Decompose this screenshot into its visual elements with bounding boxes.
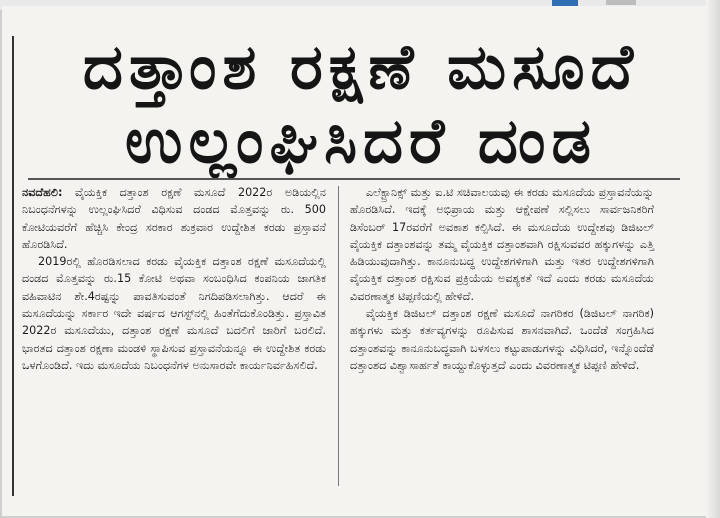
headline-rule: [28, 178, 680, 180]
gray-marker: [606, 0, 636, 5]
left-column-rule: [12, 36, 14, 496]
dateline: ನವದೆಹಲಿ:: [22, 186, 63, 199]
page-edge-shadow: [706, 0, 720, 518]
left-para-1: [22, 184, 326, 253]
right-para-2: ವೈಯಕ್ತಿಕ ಡಿಜಿಟಲ್ ದತ್ತಾಂಶ ರಕ್ಷಣೆ ಮಸೂದೆ ನಾಗರಿಕರ (ಡಿಜಿಟಲ್ ನಾಗರಿಕ) ಹಕ್ಕುಗಳು ಮತ್ತು ಕರ್ತವ್ಯಗಳನ್ನು ರೂಪಿಸುವ ಶಾಸನವಾಗಿದೆ. ಒಂದೆಡೆ ಸಂಗ್ರಹಿಸಿದ ದತ್ತಾಂಶವನ್ನು ಕಾನೂನುಬದ್ಧವಾಗಿ ಬಳಸಲು ಕಟ್ಟುಪಾಡುಗಳನ್ನು ವಿಧಿಸಿದರೆ, ಇನ್ನೊಂದೆಡೆ ದತ್ತಾಂಶದ ವಿಶ್ವಾಸಾರ್ಹತೆ ಕಾಯ್ದುಕೊಳ್ಳುತ್ತದೆ ಎಂದು ವಿವರಣಾತ್ಮಕ ಟಿಪ್ಪಣಿ ಹೇಳಿದೆ.: [350, 307, 654, 372]
left-column: [22, 184, 326, 374]
headline-line-1: ದತ್ತಾಂಶ ರಕ್ಷಣೆ ಮಸೂದೆ: [82, 30, 640, 103]
column-divider: [338, 186, 339, 486]
left-para-1-text: ವೈಯಕ್ತಿಕ ದತ್ತಾಂಶ ರಕ್ಷಣೆ ಮಸೂದೆ 2022ರ ಅಡಿಯಲ್ಲಿನ ನಿಬಂಧನೆಗಳನ್ನು ಉಲ್ಲಂಘಿಸಿದರೆ ವಿಧಿಸುವ ದಂಡದ ಮೊತ್ತವನ್ನು ರು. 500 ಕೋಟಿಯವರೆಗೆ ಹೆಚ್ಚಿಸಿ ಕೇಂದ್ರ ಸರಕಾರ ಶುಕ್ರವಾರ ಉದ್ದೇಶಿತ ಕರಡು ಪ್ರಸ್ತಾವನೆ ಹೊರಡಿಸಿದೆ.: [22, 186, 326, 251]
right-para-1: ಎಲೆಕ್ಟ್ರಾನಿಕ್ಸ್ ಮತ್ತು ಐ.ಟಿ ಸಚಿವಾಲಯವು ಈ ಕರಡು ಮಸೂದೆಯ ಪ್ರಸ್ತಾವನೆಯನ್ನು ಹೊರಡಿಸಿದೆ. ಇದಕ್ಕೆ ಅಭಿಪ್ರಾಯ ಮತ್ತು ಆಕ್ಷೇಪಣೆ ಸಲ್ಲಿಸಲು ಸಾರ್ವಜನಿಕರಿಗೆ ಡಿಸೆಂಬರ್ 17ರವರೆಗೆ ಅವಕಾಶ ಕಲ್ಪಿಸಿದೆ. ಈ ಮಸೂದೆಯ ಉದ್ದೇಶವು ಡಿಜಿಟಲ್ ವೈಯಕ್ತಿಕ ದತ್ತಾಂಶವನ್ನು ತಮ್ಮ ವೈಯಕ್ತಿಕ ದತ್ತಾಂಶವಾಗಿ ರಕ್ಷಿಸುವವರ ಹಕ್ಕುಗಳನ್ನು ಎತ್ತಿ ಹಿಡಿಯುವುದಾಗಿತ್ತು. ಕಾನೂನುಬದ್ಧ ಉದ್ದೇಶಗಳಿಗಾಗಿ ಮತ್ತು ಇತರ ಉದ್ದೇಶಗಳಿಗಾಗಿ ವೈಯಕ್ತಿಕ ದತ್ತಾಂಶ ರಕ್ಷಿಸುವ ಪ್ರಕ್ರಿಯೆಯ ಅವಶ್ಯಕತೆ ಇದೆ ಎಂದು ಕರಡು ಮಸೂದೆಯ ವಿವರಣಾತ್ಮಕ ಟಿಪ್ಪಣಿಯಲ್ಲಿ ಹೇಳಿದೆ.: [350, 186, 654, 303]
left-para-2: 2019ರಲ್ಲಿ ಹೊರಡಿಸಲಾದ ಕರಡು ವೈಯಕ್ತಿಕ ದತ್ತಾಂಶ ರಕ್ಷಣೆ ಮಸೂದೆಯಲ್ಲಿ ದಂಡದ ಮೊತ್ತವನ್ನು ರು.15 ಕೋಟಿ ಅಥವಾ ಸಂಬಂಧಿಸಿದ ಕಂಪನಿಯ ಜಾಗತಿಕ ವಹಿವಾಟಿನ ಶೇ.4ರಷ್ಟನ್ನು ಪಾವತಿಸುವಂತೆ ನಿಗದಿಪಡಿಸಲಾಗಿತ್ತು. ಆದರೆ ಈ ಮಸೂದೆಯನ್ನು ಸರ್ಕಾರ ಇದೇ ವರ್ಷದ ಆಗಸ್ಟ್‌ನಲ್ಲಿ ಹಿಂತೆಗೆದುಕೊಂಡಿತ್ತು. ಪ್ರಸ್ತಾವಿತ 2022ರ ಮಸೂದೆಯು, ದತ್ತಾಂಶ ರಕ್ಷಣೆ ಮಸೂದೆ ಬದಲಿಗೆ ಜಾರಿಗೆ ಬರಲಿದೆ. ಭಾರತದ ದತ್ತಾಂಶ ರಕ್ಷಣಾ ಮಂಡಳಿ ಸ್ಥಾಪಿಸುವ ಪ್ರಸ್ತಾವನೆಯನ್ನೂ ಈ ಉದ್ದೇಶಿತ ಕರಡು ಒಳಗೊಂಡಿದೆ. ಇದು ಮಸೂದೆಯ ನಿಬಂಧನೆಗಳ ಅನುಸಾರವೇ ಕಾರ್ಯನಿರ್ವಹಿಸಲಿದೆ.: [22, 255, 326, 372]
right-column: [350, 184, 654, 374]
headline-line-2: ಉಲ್ಲಂಘಿಸಿದರೆ ದಂಡ: [125, 104, 597, 177]
